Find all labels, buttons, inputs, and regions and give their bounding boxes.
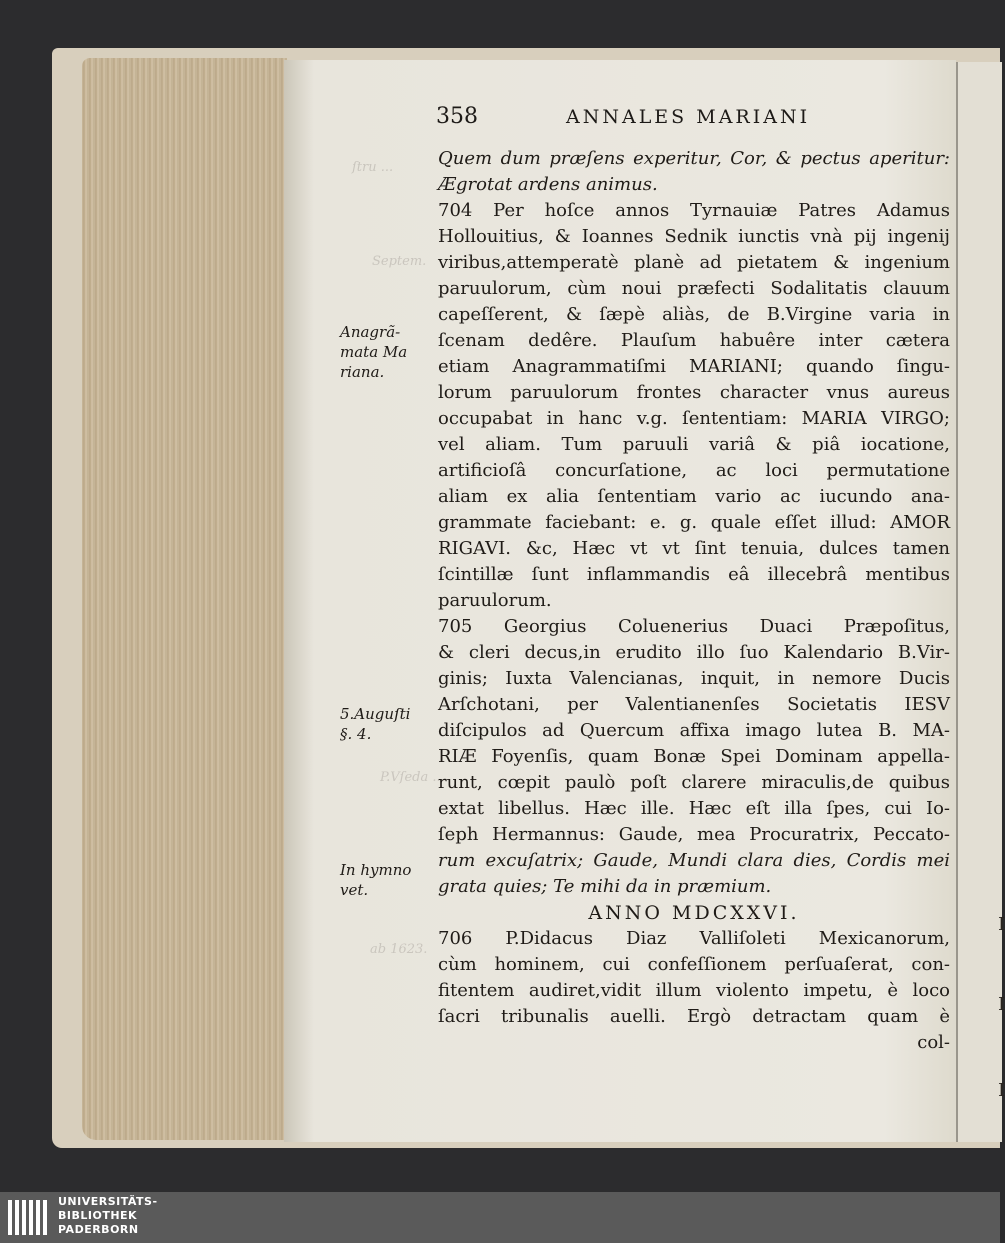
text-line: paruulorum.	[438, 590, 552, 611]
text-line: Arſchotani, per Valentianenſes Societatis IESV	[438, 694, 950, 715]
bleed-through-text: Septem.	[372, 254, 427, 269]
page-edges	[82, 58, 287, 1140]
text-line: 704 Per hoſce annos Tyrnauiæ Patres Adamus	[438, 200, 950, 221]
text-line: RIGAVI. &c, Hæc vt vt ſint tenuia, dulces tamen	[438, 538, 950, 559]
library-logo-text	[58, 1195, 158, 1237]
text-line: vel aliam. Tum paruuli variâ & piâ iocatione,	[438, 434, 950, 455]
text-line: 706 P.Didacus Diaz Valliſoleti Mexicanorum,	[438, 928, 950, 949]
margin-note-line: 5.Auguſti	[340, 705, 411, 723]
text-line: occupabat in hanc v.g. ſententiam: MARIA VIRGO;	[438, 408, 950, 429]
library-footer	[0, 1192, 1000, 1243]
text-line: artificioſâ concurſatione, ac loci permutatione	[438, 460, 950, 481]
text-line: paruulorum, cùm noui præfecti Sodalitatis clauum	[438, 278, 950, 299]
text-line: grata quies; Te mihi da in præmium.	[438, 876, 772, 897]
year-heading: ANNO MDCXXVI.	[588, 902, 800, 924]
running-title: ANNALES MARIANI	[566, 106, 811, 128]
margin-note-line: Anagrã-	[340, 323, 401, 341]
next-page-edge: I I I	[956, 62, 1002, 1142]
text-line: fitentem audiret,vidit illum violento impetu, è loco	[438, 980, 950, 1001]
text-line: lorum paruulorum frontes character vnus aureus	[438, 382, 950, 403]
text-line: viribus,attemperatè planè ad pietatem & ingenium	[438, 252, 950, 273]
bleed-through-text: ſtru ...	[352, 160, 394, 175]
text-line: 705 Georgius Coluenerius Duaci Præpoſitus,	[438, 616, 950, 637]
text-line: ſeph Hermannus: Gaude, mea Procuratrix, Peccato-	[438, 824, 950, 845]
catchword: col-	[917, 1032, 950, 1053]
text-line: etiam Anagrammatiſmi MARIANI; quando ſingu-	[438, 356, 950, 377]
text-line: aliam ex alia ſententiam vario ac iucundo ana-	[438, 486, 950, 507]
text-line: extat libellus. Hæc ille. Hæc eſt illa ſpes, cui Io-	[438, 798, 950, 819]
margin-note-line: mata Ma	[340, 343, 408, 361]
text-line: Hollouitius, & Ioannes Sednik iunctis vnà pij ingenij	[438, 226, 950, 247]
margin-note-august	[340, 704, 436, 744]
text-line: diſcipulos ad Quercum affixa imago lutea B. MA-	[438, 720, 950, 741]
text-line: Quem dum præſens experitur, Cor, & pectus aperitur:	[438, 148, 950, 169]
text-line: capeſſerent, & ſæpè aliàs, de B.Virgine varia in	[438, 304, 950, 325]
logo-line: UNIVERSITÄTS-	[58, 1195, 158, 1208]
library-logo-icon	[8, 1200, 48, 1235]
margin-note-line: riana.	[340, 363, 385, 381]
logo-line: BIBLIOTHEK	[58, 1209, 138, 1222]
text-line: & cleri decus,in erudito illo ſuo Kalendario B.Vir-	[438, 642, 950, 663]
text-line: ſacri tribunalis auelli. Ergò detractam quam è	[438, 1006, 950, 1027]
text-line: runt, cœpit paulò poſt clarere miraculis,de quibus	[438, 772, 950, 793]
page-number: 358	[436, 104, 478, 129]
margin-note-line: vet.	[340, 881, 369, 899]
margin-note-line: In hymno	[340, 861, 412, 879]
text-line: Ægrotat ardens animus.	[438, 174, 658, 195]
text-line: ſcenam dedêre. Plauſum habuêre inter cætera	[438, 330, 950, 351]
margin-note-anagrammata	[340, 322, 436, 382]
text-line: rum excuſatrix; Gaude, Mundi clara dies, Cordis mei	[438, 850, 950, 871]
text-line: grammate faciebant: e. g. quale eſſet illud: AMOR	[438, 512, 950, 533]
logo-line: PADERBORN	[58, 1223, 139, 1236]
text-line: RIÆ Foyenſis, quam Bonæ Spei Dominam appella-	[438, 746, 950, 767]
text-line: ſcintillæ ſunt inflammandis eâ illecebrâ mentibus	[438, 564, 950, 585]
bleed-through-text: ab 1623.	[370, 942, 428, 957]
bleed-through-text: P.Vſeda ...	[380, 770, 445, 785]
page-header	[436, 104, 936, 138]
margin-note-line: §. 4.	[340, 725, 372, 743]
margin-note-hymno	[340, 860, 436, 900]
main-text	[438, 146, 950, 1056]
text-line: cùm hominem, cui confeſſionem perſuaſerat, con-	[438, 954, 950, 975]
text-line: ginis; Iuxta Valencianas, inquit, in nemore Ducis	[438, 668, 950, 689]
